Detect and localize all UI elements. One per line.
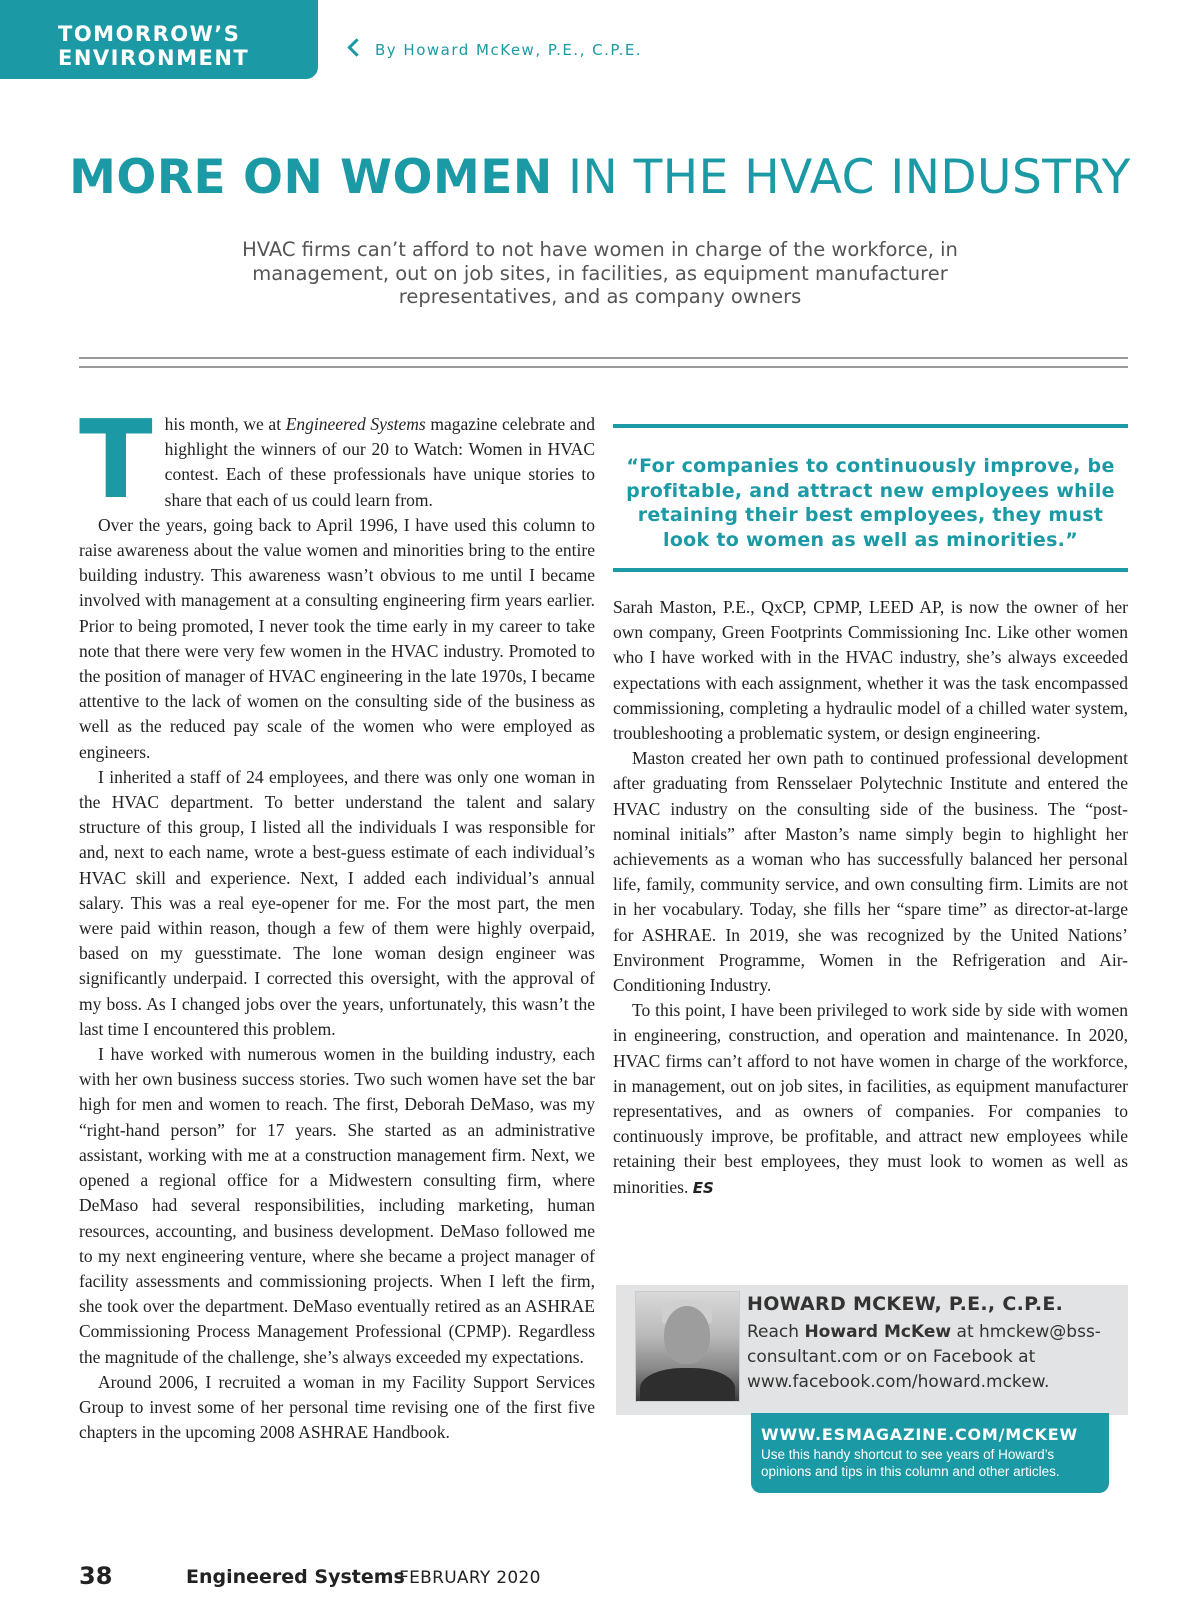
- reach-contact-details: at hmckew@bss-consultant.com or on Facebook at www.facebook.com/howard.mckew.: [747, 1322, 1101, 1392]
- photo-shoulders: [640, 1368, 735, 1402]
- column-link-description: Use this handy shortcut to see years of Howard’s opinions and tips in this column and other articles.: [761, 1447, 1060, 1479]
- paragraph-8: [613, 998, 1128, 1201]
- author-photo: [635, 1291, 740, 1402]
- section-tab-line2: ENVIRONMENT: [58, 46, 250, 70]
- paragraph-1-rest: magazine celebrate and highlight the winners of our 20 to Watch: Women in HVAC contest. Each of these professionals have unique stories to share that each of us could learn from.: [164, 414, 596, 510]
- chevron-left-icon: [347, 38, 365, 56]
- paragraph-8-text: To this point, I have been privileged to work side by side with women in engineering, construction, and operation and maintenance. In 2020, HVAC firms can’t afford to not have women in charge of the workforce, in management, out on job sites, in facilities, as equipment manufacturer representatives, and as owners of companies. For companies to continuously improve, be profitable, and attract new employees while retaining their best employees, they must look to women as well as minorities.: [613, 1000, 1128, 1197]
- paragraph-2: Over the years, going back to April 1996, I have used this column to raise awareness about the value women and minorities bring to the entire building industry. This awareness wasn’t obvious to me until I became involved with management at a consulting engineering firm years earlier. Prior to being promoted, I never took the time early in my career to take note that there were very few women in the HVAC industry. Promoted to the position of manager of HVAC engineering in the late 1970s, I became attentive to the lack of women on the consulting side of the business as well as the reduced pay scale of the women who were employed as engineers.: [79, 514, 595, 762]
- byline: [350, 41, 642, 59]
- paragraph-3: I inherited a staff of 24 employees, and there was only one woman in the HVAC department. To better understand the talent and salary structure of this group, I listed all the individuals I was responsible for and, next to each name, wrote a best-guess estimate of each individual’s HVAC skill and experience. Next, I added each individual’s annual salary. This was a real eye-opener for me. For the most part, the men were paid within reason, though a few of them were highly overpaid, based on my guesstimate. The lone woman design engineer was significantly underpaid. I corrected this oversight, with the approval of my boss. As I changed jobs over the years, unfortunately, this wasn’t the last time I encountered this problem.: [79, 766, 595, 1039]
- paragraph-4: I have worked with numerous women in the building industry, each with her own business success stories. Two such women have set the bar high for men and women to reach. The first, Deborah DeMaso, was my “right-hand person” for 17 years. She started as an administrative assistant, working with me at a construction management firm. Next, we opened a regional office for a Midwestern consulting firm, where DeMaso had several responsibilities, including marketing, human resources, accounting, and business development. DeMaso followed me to my next engineering venture, where she became a project manager of facility assessments and commissioning projects. When I left the firm, she took over the department. DeMaso eventually retired as an ASHRAE Commissioning Process Management Professional (CPMP). Regardless the magnitude of the challenge, she’s always exceeded my expectations.: [79, 1044, 595, 1367]
- article-title-strong: MORE ON WOMEN: [69, 150, 553, 205]
- pull-quote-text: “For companies to continuously improve, be profitable, and attract new employees while retaining their best employees, they must look to women as well as minorities.”: [626, 455, 1115, 551]
- reach-name: Howard McKew: [804, 1322, 952, 1342]
- paragraph-1: [79, 398, 596, 523]
- article-title: [0, 150, 1200, 205]
- magazine-name-italic: Engineered Systems: [285, 414, 426, 434]
- drop-cap: T: [79, 398, 153, 523]
- issue-date: FEBRUARY 2020: [399, 1568, 541, 1588]
- article-title-rest: IN THE HVAC INDUSTRY: [552, 150, 1131, 205]
- section-tab-line1: TOMORROW’S: [58, 22, 241, 46]
- column-link-url[interactable]: WWW.ESMAGAZINE.COM/MCKEW: [761, 1425, 1078, 1444]
- author-name: HOWARD MCKEW, P.E., C.P.E.: [747, 1293, 1064, 1315]
- section-tab-label: [58, 22, 249, 70]
- author-bio-box: [616, 1285, 1128, 1415]
- right-column: [613, 595, 1128, 1201]
- byline-text: By Howard McKew, P.E., C.P.E.: [375, 41, 643, 59]
- author-contact: [747, 1320, 1117, 1395]
- magazine-name: Engineered Systems: [186, 1566, 405, 1588]
- pull-quote: [613, 424, 1128, 572]
- paragraph-5: Around 2006, I recruited a woman in my Facility Support Services Group to invest some of her personal time revising one of the first five chapters in the upcoming 2008 ASHRAE Handbook.: [79, 1371, 595, 1443]
- left-column: [79, 398, 596, 1445]
- column-link-box[interactable]: [751, 1413, 1109, 1493]
- section-tab: [0, 0, 318, 79]
- paragraph-1-lead: his month, we at: [164, 414, 286, 434]
- photo-face: [664, 1306, 710, 1364]
- paragraph-7: Maston created her own path to continued professional development after graduating from Rensselaer Polytechnic Institute and entered the HVAC industry on the consulting side of the business. The “post-nominal initials” after Maston’s name simply begin to highlight her achievements as a woman who has successfully balanced her personal life, family, community service, and own consulting firm. Limits are not in her vocabulary. Today, she fills her “spare time” as director-at-large for ASHRAE. In 2019, she was recognized by the United Nations’ Environment Programme, Women in the Refrigeration and Air-Conditioning Industry.: [613, 748, 1128, 996]
- title-divider: [79, 357, 1128, 368]
- end-mark-logo: ES: [692, 1178, 714, 1197]
- reach-prefix: Reach: [747, 1322, 805, 1342]
- page-number: 38: [79, 1562, 113, 1590]
- paragraph-6: Sarah Maston, P.E., QxCP, CPMP, LEED AP, is now the owner of her own company, Green Footprints Commissioning Inc. Like other women who I have worked with in the HVAC industry, she’s always exceeded expectations with each assignment, whether it was the task encompassed commissioning, completing a hydraulic model of a chilled water system, troubleshooting a problematic system, or design engineering.: [613, 597, 1128, 744]
- article-subtitle: HVAC firms can’t afford to not have women in charge of the workforce, in management, out on job sites, in facilities, as equipment manufacturer representatives, and as company owners: [242, 238, 958, 308]
